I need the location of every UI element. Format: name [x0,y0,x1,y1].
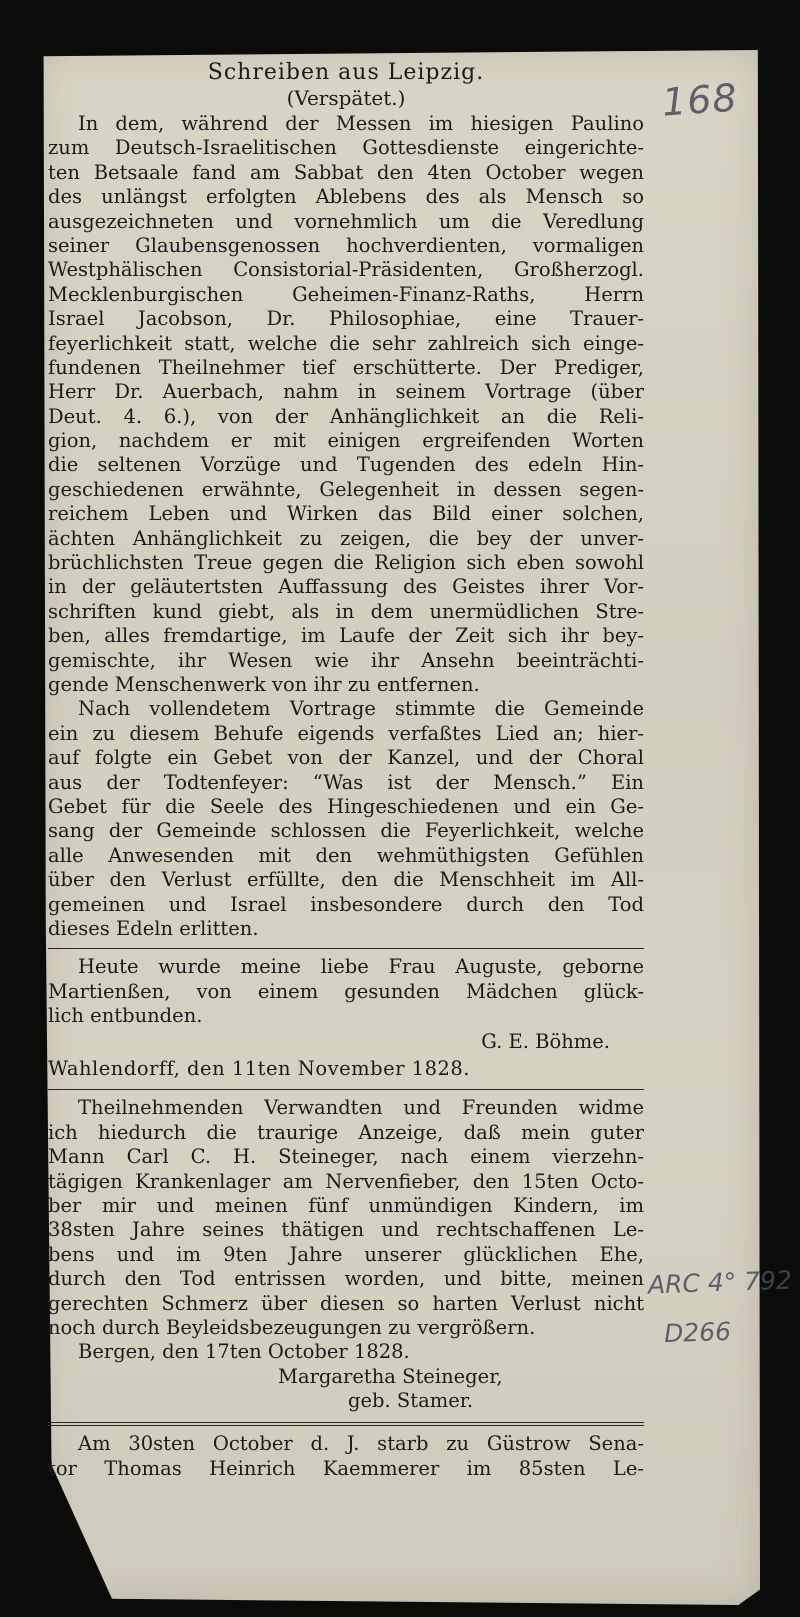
text-line: sang der Gemeinde schlossen die Feyerlichkeit, welche [48,819,644,843]
text-line: Israel Jacobson, Dr. Philosophiae, eine Trauer- [48,307,644,331]
text-line: gende Menschenwerk von ihr zu entfernen. [48,672,480,696]
text-line: Mann Carl C. H. Steineger, nach einem vierzehn- [48,1145,644,1169]
text-line: gerechten Schmerz über diesen so harten Verlust nicht [48,1291,644,1315]
article-paragraph-2 [48,697,644,941]
text-line: Theilnehmenden Verwandten und Freunden widme [78,1096,644,1120]
text-line: des unlängst erfolgten Ablebens des als Mensch so [48,185,644,209]
text-line: tägigen Krankenlager am Nervenfieber, den 15ten Octo- [48,1169,644,1193]
clipping-text [48,60,644,1481]
text-line: über den Verlust erfüllte, den die Menschheit im All- [48,868,644,892]
text-line: brüchlichsten Treue gegen die Religion sich eben sowohl [48,551,644,575]
text-line: fundenen Theilnehmer tief erschütterte. Der Prediger, [48,355,644,379]
text-line: feyerlichkeit statt, welche die sehr zahlreich sich einge- [48,331,644,355]
text-line: 38sten Jahre seines thätigen und rechtschaffenen Le- [48,1218,644,1242]
text-line: ber mir und meinen fünf unmündigen Kindern, im [48,1194,644,1218]
text-line: ten Betsaale fand am Sabbat den 4ten October wegen [48,160,644,184]
text-line: aus der Todtenfeyer: “Was ist der Mensch.” Ein [48,770,644,794]
birth-signature: G. E. Böhme. [481,1030,610,1054]
death-dateline: Bergen, den 17ten October 1828. [78,1340,410,1364]
text-line: Am 30sten October d. J. starb zu Güstrow Sena- [78,1432,644,1456]
death-notice [48,1432,644,1481]
text-line: ausgezeichneten und vornehmlich um die Veredlung [48,209,644,233]
text-line: gemischte, ihr Wesen wie ihr Ansehn beeinträchti- [48,648,644,672]
text-line: durch den Tod entrissen worden, und bitte, meinen [48,1267,644,1291]
text-line: lich entbunden. [48,1004,203,1028]
section-divider [48,948,644,949]
birth-dateline: Wahlendorff, den 11ten November 1828. [48,1057,470,1081]
text-line: Martienßen, von einem gesunden Mädchen glück- [48,979,644,1003]
handwritten-page-number: 168 [660,75,739,125]
text-line: Gebet für die Seele des Hingeschiedenen und ein Ge- [48,794,644,818]
text-line: ein zu diesem Behufe eigends verfaßtes Lied an; hier- [48,721,644,745]
text-line: bens und im 9ten Jahre unserer glücklichen Ehe, [48,1242,644,1266]
section-divider [48,1422,644,1426]
text-line: gion, nachdem er mit einigen ergreifenden Worten [48,429,644,453]
text-line: Mecklenburgischen Geheimen-Finanz-Raths, Herrn [48,282,644,306]
text-line: zum Deutsch-Israelitischen Gottesdienste eingerichte- [48,136,644,160]
text-line: ächten Anhänglichkeit zu zeigen, die bey der unver- [48,526,644,550]
text-line: seiner Glaubensgenossen hochverdienten, vormaligen [48,233,644,257]
text-line: Westphälischen Consistorial-Präsidenten, Großherzogl. [48,258,644,282]
text-line: gemeinen und Israel insbesondere durch den Tod [48,892,644,916]
text-line: ich hiedurch die traurige Anzeige, daß mein guter [48,1120,644,1144]
text-line: alle Anwesenden mit den wehmüthigsten Gefühlen [48,843,644,867]
text-line: noch durch Beyleidsbezeugungen zu vergrößern. [48,1315,536,1339]
text-line: dieses Edeln erlitten. [48,916,259,940]
text-line: Deut. 4. 6.), von der Anhänglichkeit an die Reli- [48,404,644,428]
text-line: schriften kund giebt, als in dem unermüdlichen Stre- [48,599,644,623]
death-announcement [48,1096,644,1415]
text-line: ben, alles fremdartige, im Laufe der Zeit sich ihr bey- [48,624,644,648]
article-title: Schreiben aus Leipzig. [207,60,485,85]
text-line: Heute wurde meine liebe Frau Auguste, geborne [78,955,644,979]
text-line: auf folgte ein Gebet von der Kanzel, und der Choral [48,746,644,770]
death-signature-name: Margaretha Steineger, [278,1364,503,1388]
article-paragraph-1 [48,112,644,697]
text-line: reichem Leben und Wirken das Bild einer solchen, [48,502,644,526]
death-signature-maiden-name: geb. Stamer. [348,1389,474,1413]
text-line: Nach vollendetem Vortrage stimmte die Gemeinde [78,697,644,721]
birth-announcement [48,955,644,1082]
text-line: die seltenen Vorzüge und Tugenden des edeln Hin- [48,453,644,477]
article-subtitle: (Verspätet.) [286,86,406,110]
text-line: geschiedenen erwähnte, Gelegenheit in dessen segen- [48,477,644,501]
text-line: Herr Dr. Auerbach, nahm in seinem Vortrage (über [48,380,644,404]
text-line: tor Thomas Heinrich Kaemmerer im 85sten Le- [48,1456,644,1480]
text-line: In dem, während der Messen im hiesigen Paulino [78,112,644,135]
handwritten-item-code: D266 [663,1316,732,1349]
section-divider [48,1089,644,1090]
text-line: in der geläutertsten Auffassung des Geistes ihrer Vor- [48,575,644,599]
handwritten-archive-code: ARC 4° 792 [647,1265,793,1300]
